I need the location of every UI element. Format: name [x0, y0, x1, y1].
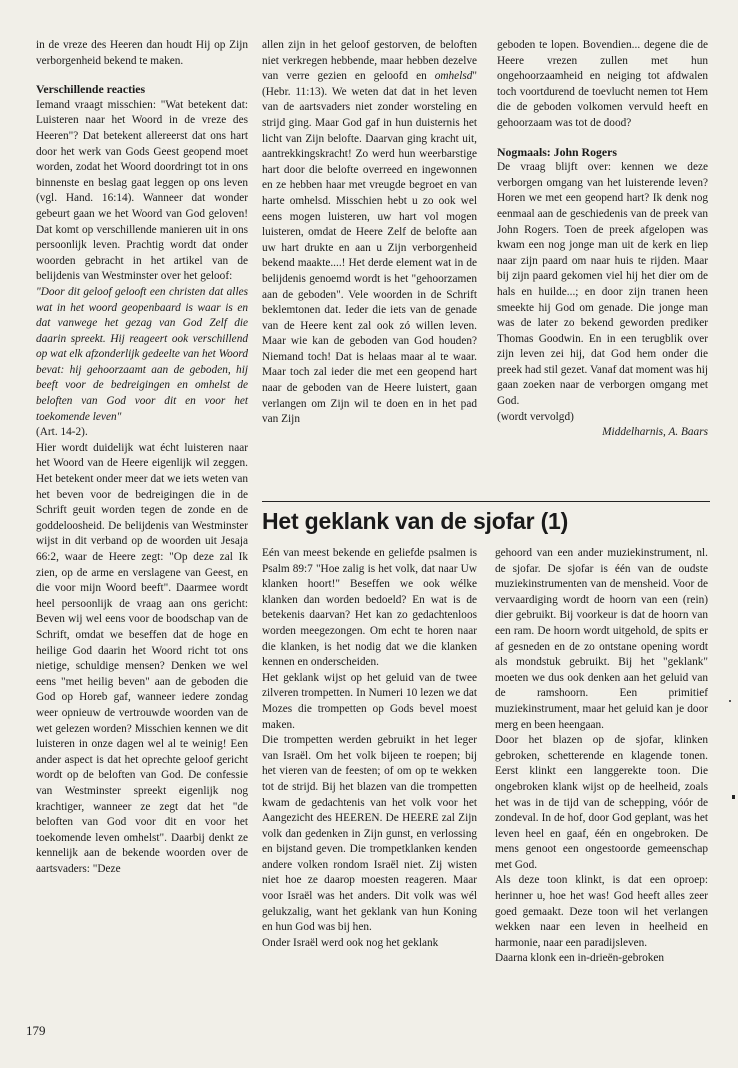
- paragraph: Eén van meest bekende en geliefde psalmen is Psalm 89:7 "Hoe zalig is het volk, dat naar Uw klanken hoort!" Beseffen we ook wélke klanken dan worden bedoeld? En wat is de betekenis daarvan? Het kan zo gedachtenloos worden meegezongen. Om echt te horen naar die klanken, is het nodig dat we die klanken kennen en onderscheiden.: [262, 547, 477, 669]
- article-title: Het geklank van de sjofar (1): [262, 508, 569, 534]
- paragraph: Als deze toon klinkt, is dat een oproep: herinner u, hoe het was! God heeft alles zeer goed gemaakt. Deze toon wil het verlangen wekken naar een leven in heelheid en harmonie, naar een paradijsleven.: [495, 874, 708, 949]
- article-divider: [262, 501, 710, 502]
- quote-reference: (Art. 14-2).: [36, 426, 88, 439]
- column-1: [36, 38, 248, 877]
- paragraph: gehoord van een ander muziekinstrument, nl. de sjofar. De sjofar is één van de oudste muziekinstrumenten van de mensheid. Voor de vervaardiging wordt de hoorn van een (rein) dier gebruikt. Bij voorkeur is dat de hoorn van een ram. De hoorn wordt uitgehold, de spits er af gesneden en de zo ontstane opening wordt als mondstuk gebruikt. Bij het "geklank" moeten we dus ook denken aan het geluid van de ramshoorn. Een primitief muziekinstrument, maar het geluid kan je door merg en been heengaan.: [495, 547, 708, 731]
- paragraph-intro: in de vreze des Heeren dan houdt Hij op Zijn verborgenheid bekend te maken.: [36, 39, 248, 67]
- column-2: [262, 38, 477, 428]
- emphasis: omhelsd: [434, 70, 473, 83]
- text-run: " (Hebr. 11:13). We weten dat dat in het leven van de aartsvaders niet zonder worsteling en strijd ging. Maar God gaf in hun duisternis het licht van Zijn belofte. Daarvan ging kracht uit, aantrekkingskracht! Zo werd hun weerbarstige hart door die belofte overreed en ingewonnen en ze hebben haar met vreugde begroet en van harte omhelsd. Misschien hebt u zo ook wel eens mogen luisteren, uw hart vol mogen luisteren, omdat de Heere Zelf de belofte aan uw hart drukte en aan u Zijn verborgenheid bekend maakte....! Het derde element wat in de belijdenis genoemd wordt is het "gehoorzamen aan de geboden". Vele woorden in de Schrift beklemtonen dat. Ieder die iets van de genade van de Heere kent zal ook zó willen leven. Maar wie kan de geboden van God houden? Niemand toch! Dat is helaas maar al te waar. Maar toch zal ieder die met een geopend hart naar de geboden van de Heere luistert, gaan verlangen om Zijn wil te doen en in het pad van Zijn: [262, 70, 477, 426]
- column-3: [497, 38, 708, 441]
- section-heading-john-rogers: Nogmaals: John Rogers: [497, 144, 617, 159]
- article2-column-a: [262, 546, 477, 951]
- paragraph: geboden te lopen. Bovendien... degene die de Heere vrezen zullen met hun ongehoorzaamheid en neiging tot afdwalen toch voortdurend de toevlucht nemen tot Hem die de geboden volkomen vervuld heeft en gehoorzaam was tot de dood?: [497, 39, 708, 129]
- text-run: allen zijn in het geloof gestorven, de beloften niet verkregen hebbende, maar hebben dezelve van verre gezien en geloofd en: [262, 39, 477, 83]
- continued-note: (wordt vervolgd): [497, 410, 574, 423]
- paragraph: [262, 38, 477, 428]
- paragraph: Onder Israël werd ook nog het geklank: [262, 936, 439, 949]
- scan-artifact: [732, 795, 735, 799]
- section-heading-reacties: Verschillende reacties: [36, 82, 146, 97]
- paragraph: Die trompetten werden gebruikt in het leger van Israël. Om het volk bijeen te roepen; bij het vieren van de feesten; of om op te wekken tot de strijd. Bij het blazen van die trompetten kwam de gedachtenis van het volk voor het Aangezicht des HEEREN. De HEERE zal Zijn volk dan gedenken in Zijn gunst, en verlossing en bijstand geven. Die trompetklanken kenden andere volken rondom Israël niet. Zij wisten niet hoe ze daarop moesten reageren. Maar voor Israël was het anders. Dit volk was wél gelukzalig, want het geklank van hun Koning en hun God was bij hen.: [262, 734, 477, 934]
- article2-column-b: [495, 546, 708, 967]
- paragraph: Het geklank wijst op het geluid van de twee zilveren trompetten. In Numeri 10 lezen we dat Mozes die trompetten op Gods bevel moest maken.: [262, 671, 477, 731]
- paragraph: De vraag blijft over: kennen we deze verborgen omgang van het luisterende leven? Horen we met een geopend hart? Ik denk nog eenmaal aan de geschiedenis van de preek van John Rogers. Toen de preek afgelopen was kwam een nog jonge man uit de kerk en liep naar zijn paard om naar huis te rijden. Maar bij zijn paard gekomen viel hij het dier om de hals en huilde...; en door zijn tranen heen smeekte hij God om genade. Die jonge man was de later zo bekend geworden prediker Thomas Goodwin. En in een terugblik over zijn leven zei hij, dat God hem onder die preek had stil gezet. Vanaf dat moment was hij gaan zoeken naar de verborgen omgang met God.: [497, 161, 708, 408]
- scan-artifact: [729, 700, 731, 702]
- paragraph: Iemand vraagt misschien: "Wat betekent dat: Luisteren naar het Woord in de vreze des Heeren"? Dat betekent allereerst dat ons hart door het werk van Gods Geest geopend moet worden, zodat het Woord doordringt tot in ons binnenste en beslag gaat leggen op ons leven (vgl. Hand. 16:14). Wanneer dat wonder gebeurt gaan we het Woord van God geloven! Dat komt op verschillende manieren uit in ons persoonlijk leven. Prachtig wordt dat onder woorden gebracht in het artikel van de belijdenis van Westminster over het geloof:: [36, 98, 248, 283]
- page-number: 179: [26, 1023, 46, 1038]
- paragraph: Door het blazen op de sjofar, klinken gebroken, schetterende en klagende tonen. Eerst klinkt een langgerekte toon. Die ongebroken klank wijst op de heelheid, zoals het was in de tijd van de schepping, vóór de zondeval. In de hof, door God geplant, was het leven heel en gaaf, één en ongebroken. De mens genoot een ongestoorde gemeenschap met God.: [495, 734, 708, 871]
- author-signature: Middelharnis, A. Baars: [602, 426, 708, 439]
- paragraph: Daarna klonk een in-drieën-gebroken: [495, 952, 665, 965]
- paragraph: Hier wordt duidelijk wat écht luisteren naar het Woord van de Heere eigenlijk wil zeggen. Het betekent onder meer dat we iets weten van het beven voor de bedreigingen die in de Schrift geuit worden tegen de zonde en de goddeloosheid. De belijdenis van Westminster wijst in dit verband op de woorden uit Jesaja 66:2, waar de Heere zegt: "Op deze zal Ik zien, op de arme en verslagene van Geest, en die voor mijn Woord beeft". Daarmee wordt heel persoonlijk de vraag aan ons gericht: Beven wij wel eens voor de boodschap van de Schrift, omdat we beseffen dat de hoge en heilige God daarin het Woord richt tot ons nietige, schuldige mensen? Denken we wel eens "met heilig beven" aan de geboden die God op Horeb gaf, wanneer iedere zondag weer opnieuw de vertrouwde woorden van de wet gelezen worden? Misschien kennen we dit luisteren in onze dagen wel al te weinig! Een ander aspect is dat het oprechte geloof gericht wordt op de beloften van God. De confessie van Westminster spreekt eigenlijk nog krachtiger, wanneer ze zegt dat het "de beloften van God voor dit en voor het toekomende leven omhelst". Daarbij denkt ze kennelijk aan de bekende woorden over de aartsvaders: "Deze: [36, 441, 248, 875]
- confession-quote: "Door dit geloof gelooft een christen dat alles wat in het woord geopenbaard is waar is en dat vanwege het gezag van God Zelf die daarin spreekt. Hij reageert ook verschillend op wat elk afzonderlijk gedeelte van het Woord bevat: hij gehoorzaamt aan de geboden, hij beeft voor de bedreigingen en omhelst de beloften van God voor dit en voor het toekomende leven": [36, 285, 248, 423]
